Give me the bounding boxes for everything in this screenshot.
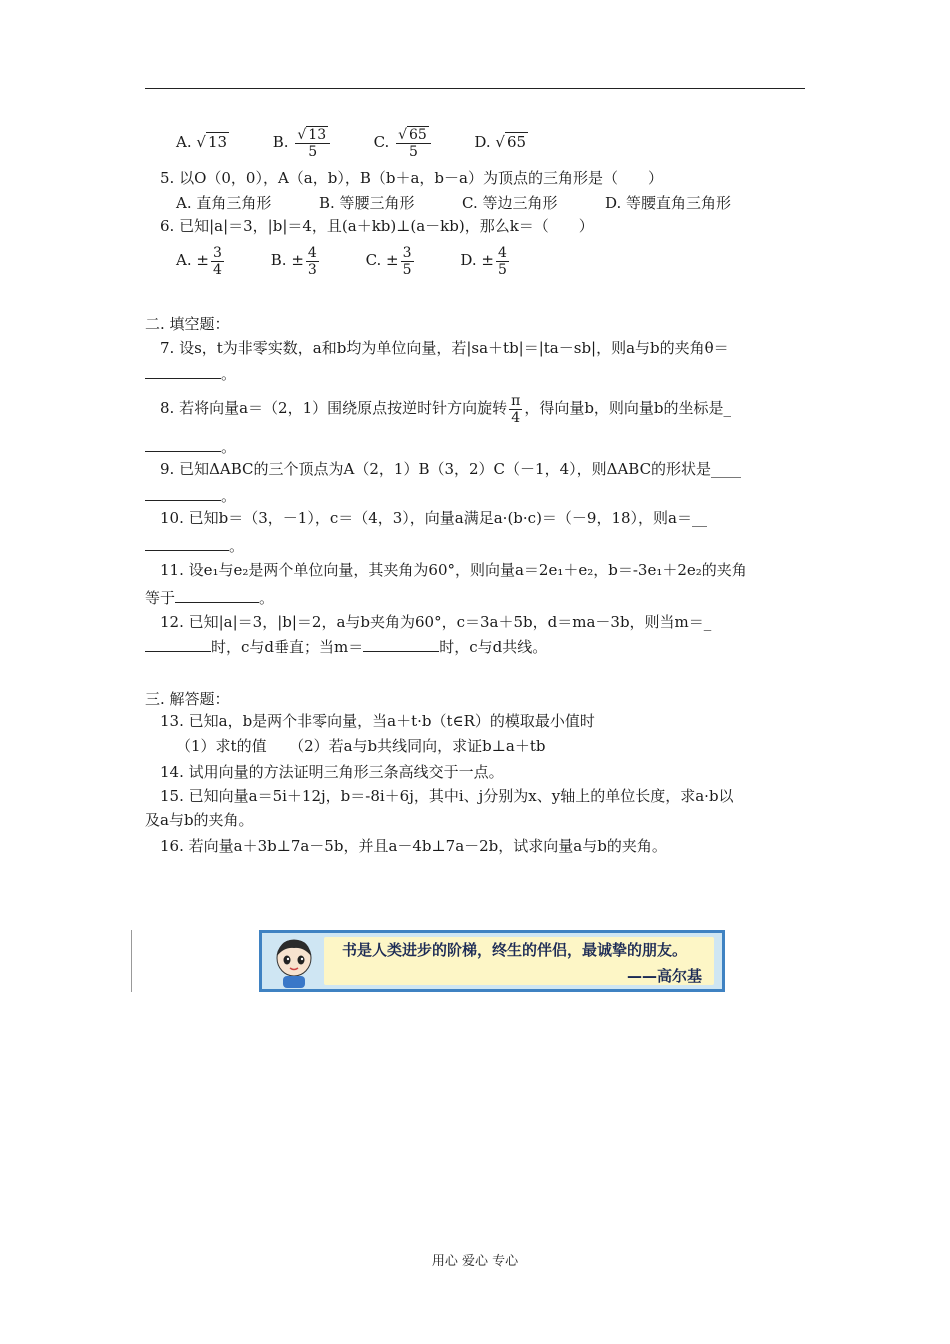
- answer-blank[interactable]: [145, 437, 221, 452]
- q11-answer-line: 等于 。: [145, 589, 275, 607]
- sqrt-symbol: √ 65: [495, 133, 527, 151]
- q6-text: 6. 已知|a|＝3，|b|＝4，且(a＋kb)⊥(a－kb)，那么k＝（ ）: [160, 217, 594, 235]
- side-divider: [131, 930, 132, 992]
- q10-answer-line: 。: [145, 536, 244, 556]
- q5-text: 5. 以O（0，0），A（a，b），B（b＋a，b－a）为顶点的三角形是（ ）: [160, 169, 663, 187]
- q7-answer-line: 。: [145, 364, 236, 384]
- q4-option-c: C. $\frac{√ 65}{5}$: [374, 122, 470, 162]
- page-footer: 用心 爱心 专心: [431, 1254, 519, 1269]
- q4-option-b: B. $\frac{√ 13}{5}$: [273, 122, 369, 162]
- q4-options: [176, 122, 528, 162]
- answer-blank[interactable]: [145, 637, 211, 652]
- answer-blank[interactable]: [145, 364, 221, 379]
- q9-text: 9. 已知ΔABC的三个顶点为A（2，1）B（3，2）C（－1，4），则ΔABC的形状是____: [160, 460, 742, 478]
- banner-quote: 书是人类进步的阶梯，终生的伴侣，最诚挚的朋友。: [342, 941, 688, 959]
- quote-banner: [259, 930, 725, 992]
- sqrt-symbol: √ 13: [196, 133, 228, 151]
- q8-text: 8. 若将向量a＝（2，1）围绕原点按逆时针方向旋转 $\frac{\pi}{4}$ ，得向量b，则向量b的坐标是_: [160, 392, 732, 426]
- q4-option-a: A. √ 13: [176, 122, 268, 162]
- answer-blank[interactable]: [175, 588, 259, 603]
- q12-text: 12. 已知|a|＝3，|b|＝2，a与b夹角为60°，c＝3a＋5b，d＝ma－3b，则当m＝_: [160, 613, 712, 631]
- cartoon-child-icon: [268, 936, 320, 988]
- q7-text: 7. 设s，t为非零实数，a和b均为单位向量，若|sa＋tb|＝|ta－sb|，则a与b的夹角θ＝: [160, 339, 729, 357]
- q16-text: 16. 若向量a＋3b⊥7a－5b，并且a－4b⊥7a－2b，试求向量a与b的夹角。: [160, 837, 667, 855]
- q8-answer-line: 。: [145, 437, 236, 457]
- q9-answer-line: 。: [145, 486, 236, 506]
- q6-options: A. ± $\frac{3}{4}$ B. ± $\frac{4}{3}$ C. ± $\frac{3}{5}$ D. ± $\frac{4}{5}$: [176, 244, 507, 278]
- q5-options: A. 直角三角形 B. 等腰三角形 C. 等边三角形 D. 等腰直角三角形: [176, 194, 732, 212]
- header-rule: [145, 88, 805, 89]
- q4-option-d: D. √ 65: [474, 122, 528, 162]
- q10-text: 10. 已知b＝（3，－1），c＝（4，3），向量a满足a·(b·c)＝（－9，18），则a＝__: [160, 509, 708, 527]
- q15-text-cont: 及a与b的夹角。: [145, 811, 254, 829]
- answer-blank[interactable]: [145, 486, 221, 501]
- q12-answer-line: 时，c与d垂直；当m＝ 时，c与d共线。: [145, 637, 547, 657]
- q14-text: 14. 试用向量的方法证明三角形三条高线交于一点。: [160, 763, 504, 781]
- section-solve-heading: 三. 解答题：: [145, 690, 230, 708]
- section-fill-in-heading: 二. 填空题：: [145, 315, 230, 333]
- banner-author: ——高尔基: [626, 967, 702, 985]
- answer-blank[interactable]: [363, 637, 439, 652]
- q15-text: 15. 已知向量a＝5i＋12j，b＝-8i＋6j，其中i、j分别为x、y轴上的单位长度，求a·b以: [160, 787, 734, 805]
- q13-subquestions: （1）求t的值 （2）若a与b共线同向，求证b⊥a＋tb: [176, 737, 546, 755]
- q11-text: 11. 设e₁与e₂是两个单位向量，其夹角为60°，则向量a＝2e₁＋e₂，b＝-3e₁＋2e₂的夹角: [160, 561, 747, 579]
- answer-blank[interactable]: [145, 536, 229, 551]
- q13-text: 13. 已知a，b是两个非零向量，当a＋t·b（t∈R）的模取最小值时: [160, 712, 595, 730]
